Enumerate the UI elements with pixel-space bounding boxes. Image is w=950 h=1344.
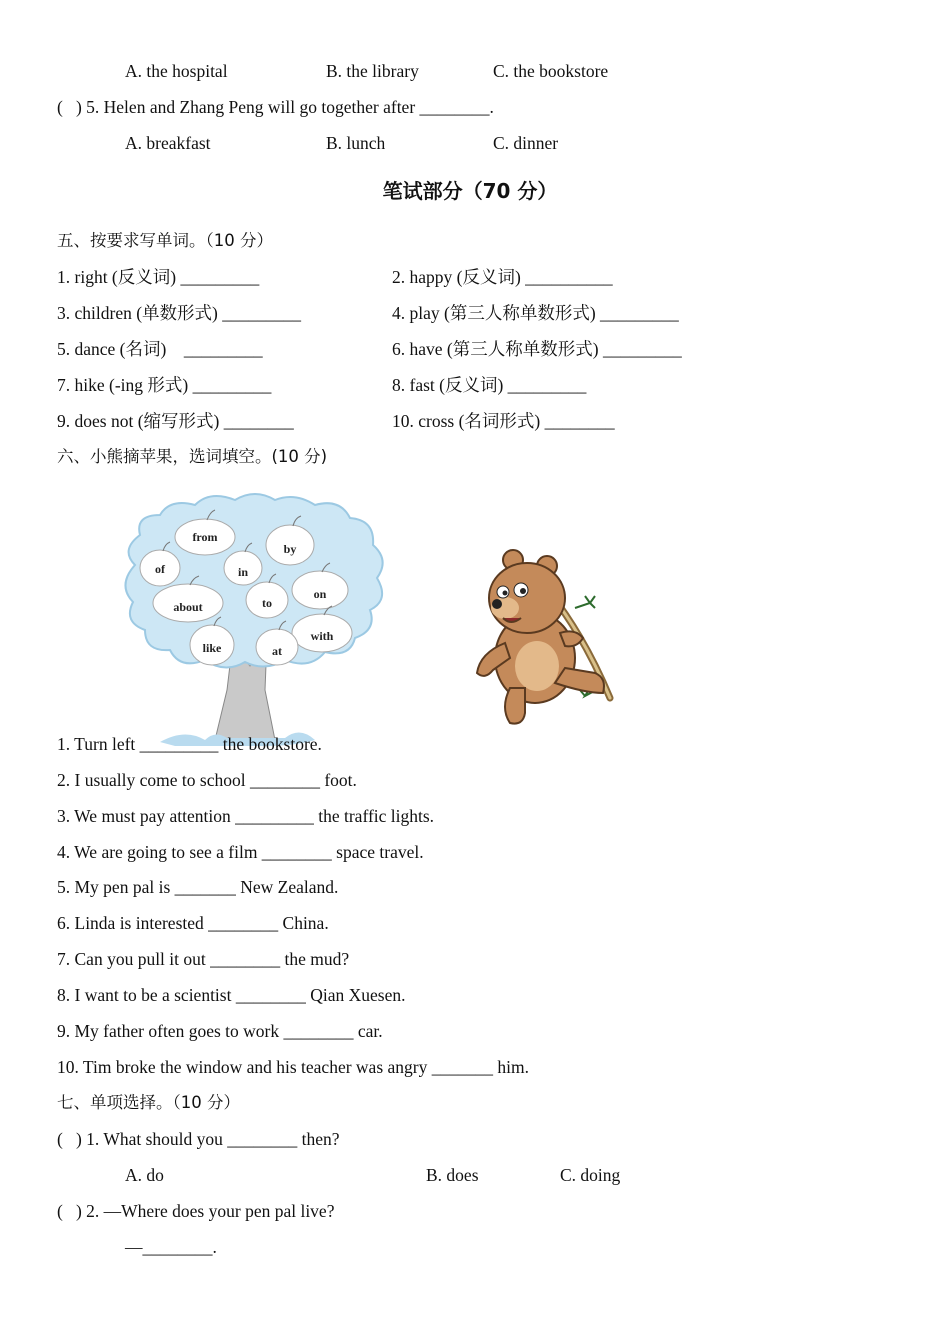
section6-title: 六、小熊摘苹果，选词填空。(10 分): [57, 447, 328, 466]
word-item: 9. does not (缩写形式) ________: [57, 411, 294, 431]
fill-item: 6. Linda is interested ________ China.: [57, 913, 329, 933]
word-item: 6. have (第三人称单数形式) _________: [392, 339, 682, 359]
fill-item: 4. We are going to see a film ________ space travel.: [57, 842, 424, 862]
q4-option-b: B. the library: [326, 61, 419, 81]
q5-option-a: A. breakfast: [125, 133, 211, 153]
apple-word: from: [192, 530, 218, 544]
apple-word: on: [313, 587, 327, 601]
word-item: 8. fast (反义词) _________: [392, 375, 587, 395]
apple-word: like: [202, 641, 222, 655]
section5-title: 五、按要求写单词。（10 分）: [57, 231, 273, 250]
word-item: 10. cross (名词形式) ________: [392, 411, 615, 431]
q5-option-c: C. dinner: [493, 133, 559, 153]
fill-item: 1. Turn left _________ the bookstore.: [57, 734, 322, 754]
fill-item: 5. My pen pal is _______ New Zealand.: [57, 877, 339, 897]
apple-word: by: [283, 542, 297, 556]
apple-word: with: [310, 629, 334, 643]
fill-item: 2. I usually come to school ________ foot.: [57, 770, 357, 790]
fill-item: 10. Tim broke the window and his teacher was angry _______ him.: [57, 1057, 529, 1077]
q4-option-a: A. the hospital: [125, 61, 228, 81]
q5-option-b: B. lunch: [326, 133, 386, 153]
word-item: 3. children (单数形式) _________: [57, 303, 301, 323]
fill-item: 7. Can you pull it out ________ the mud?: [57, 949, 350, 969]
fill-item: 3. We must pay attention _________ the traffic lights.: [57, 806, 435, 826]
apple-word: in: [237, 565, 249, 579]
fill-item: 9. My father often goes to work ________ car.: [57, 1021, 383, 1041]
q1-option-b: B. does: [426, 1165, 479, 1185]
word-item: 2. happy (反义词) __________: [392, 267, 613, 287]
word-item: 5. dance (名词) _________: [57, 339, 263, 359]
apple-word: about: [173, 600, 203, 614]
q1-option-c: C. doing: [560, 1165, 621, 1185]
q4-option-c: C. the bookstore: [493, 61, 609, 81]
word-item: 4. play (第三人称单数形式) _________: [392, 303, 679, 323]
choice-question-1: ( ) 1. What should you ________ then?: [57, 1129, 340, 1149]
listening-question-5: ( ) 5. Helen and Zhang Peng will go together after ________.: [57, 97, 494, 117]
apple-word: at: [272, 644, 282, 658]
q2-answer-blank: —________.: [125, 1237, 217, 1257]
apple-word: to: [262, 596, 272, 610]
written-part-heading: 笔试部分（70 分）: [382, 179, 558, 203]
fill-item: 8. I want to be a scientist ________ Qian Xuesen.: [57, 985, 406, 1005]
apple-tree-illustration: [115, 490, 395, 750]
q1-option-a: A. do: [125, 1165, 164, 1185]
choice-question-2: ( ) 2. —Where does your pen pal live?: [57, 1201, 335, 1221]
word-item: 1. right (反义词) _________: [57, 267, 260, 287]
bear-illustration: [455, 548, 625, 730]
apple-word: of: [155, 562, 165, 576]
word-item: 7. hike (-ing 形式) _________: [57, 375, 272, 395]
section7-title: 七、单项选择。（10 分）: [57, 1093, 240, 1112]
